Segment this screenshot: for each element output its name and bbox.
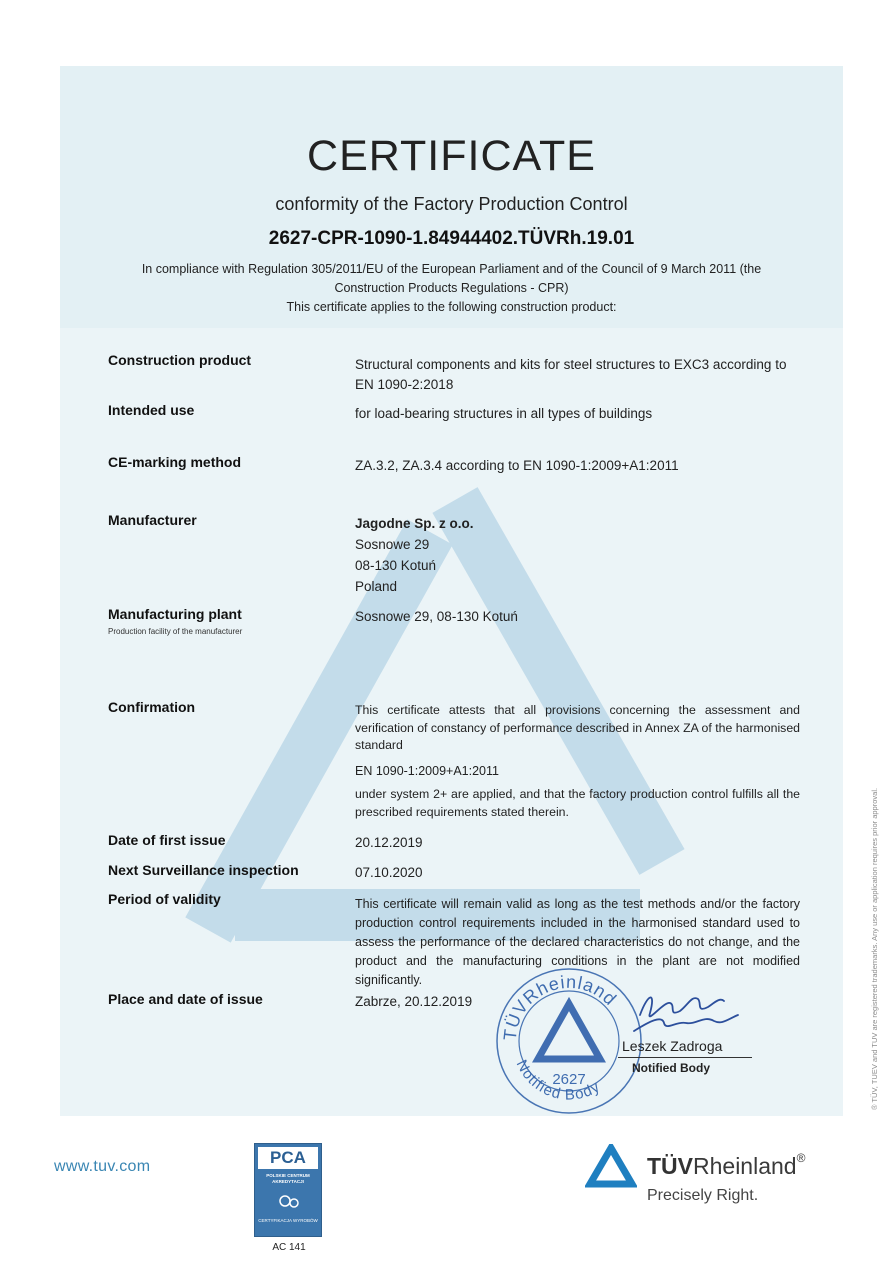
manufacturer-name: Jagodne Sp. z o.o. [355, 516, 474, 531]
pca-subtitle: POLSKIE CENTRUM AKREDYTACJI [266, 1173, 310, 1184]
certificate-number: 2627-CPR-1090-1.84944402.TÜVRh.19.01 [268, 228, 635, 249]
surveillance-value: 07.10.2020 [355, 865, 423, 880]
accreditation-code: AC 141 [272, 1242, 306, 1253]
place-date-label: Place and date of issue [108, 991, 263, 1007]
trademark-note: ® TÜV, TUEV and TUV are registered trademarks. Any use or application requires prior approval. [870, 787, 879, 1110]
pca-logo: PCA [258, 1147, 318, 1169]
manufacturer-label: Manufacturer [108, 512, 197, 528]
stamp-number: 2627 [552, 1071, 586, 1088]
manufacturing-plant-value: Sosnowe 29, 08-130 Kotuń [355, 609, 518, 624]
first-issue-value: 20.12.2019 [355, 835, 423, 850]
svg-text:TÜVRheinland [500, 972, 621, 1042]
intended-use-label: Intended use [108, 402, 195, 418]
applies-statement: This certificate applies to the following construction product: [286, 300, 617, 314]
intended-use-value: for load-bearing structures in all types of buildings [355, 406, 653, 421]
validity-value: This certificate will remain valid as long as the test methods and/or the factory production control requirements included in the harmonised standard used to assess the performance of the declared characteristics do not change, and the product and the manufacturing conditions in the plant are not modified significantly. [355, 897, 800, 987]
certificate-title: CERTIFICATE [307, 132, 596, 180]
manufacturer-country: Poland [355, 579, 398, 594]
confirmation-standard: EN 1090-1:2009+A1:2011 [355, 764, 499, 778]
gears-icon [277, 1192, 301, 1210]
tuv-slogan: Precisely Right. [647, 1187, 759, 1204]
compliance-statement: In compliance with Regulation 305/2011/EU of the European Parliament and of the Council of 9 March 2011 (the Construction Products Regulations - CPR) [141, 262, 762, 295]
stamp-bottom-text: Notified Body [512, 1057, 604, 1104]
first-issue-label: Date of first issue [108, 832, 226, 848]
manufacturer-city: 08-130 Kotuń [355, 558, 437, 573]
pca-accreditation-badge [254, 1143, 322, 1237]
tuv-brand-rest: Rheinland [693, 1153, 797, 1179]
construction-product-value: Structural components and kits for steel structures to EXC3 according to EN 1090-2:2018 [355, 357, 787, 392]
manufacturing-plant-sublabel: Production facility of the manufacturer [108, 627, 243, 636]
ce-marking-value: ZA.3.2, ZA.3.4 according to EN 1090-1:2009+A1:2011 [355, 458, 679, 473]
confirmation-label: Confirmation [108, 699, 196, 715]
place-date-value: Zabrze, 20.12.2019 [355, 994, 473, 1009]
signatory-role: Notified Body [632, 1061, 710, 1075]
stamp-top-text: TÜVRheinland [499, 971, 621, 1042]
confirmation-text: This certificate attests that all provisions concerning the assessment and verification of constancy of performance described in Annex ZA of the harmonised standard [355, 703, 800, 752]
pca-bottom-text: CERTYFIKACJA WYROBÓW [258, 1218, 318, 1223]
certificate-subtitle: conformity of the Factory Production Control [275, 194, 628, 214]
surveillance-label: Next Surveillance inspection [108, 862, 299, 878]
ce-marking-label: CE-marking method [108, 454, 242, 470]
signature-line [618, 1057, 752, 1058]
signatory-name: Leszek Zadroga [622, 1038, 723, 1054]
manufacturing-plant-label: Manufacturing plant [108, 606, 242, 622]
registered-mark: ® [796, 1151, 806, 1165]
construction-product-label: Construction product [108, 352, 252, 368]
handwritten-signature [620, 985, 750, 1035]
confirmation-text-system: under system 2+ are applied, and that the factory production control fulfills all the prescribed requirements stated therein. [355, 787, 800, 819]
tuv-brand-name [647, 1153, 805, 1180]
tuv-brand-bold: TÜV [647, 1153, 693, 1179]
website-link[interactable]: www.tuv.com [54, 1158, 151, 1175]
manufacturer-street: Sosnowe 29 [355, 537, 430, 552]
validity-label: Period of validity [108, 891, 221, 907]
tuv-triangle-logo [585, 1144, 637, 1188]
